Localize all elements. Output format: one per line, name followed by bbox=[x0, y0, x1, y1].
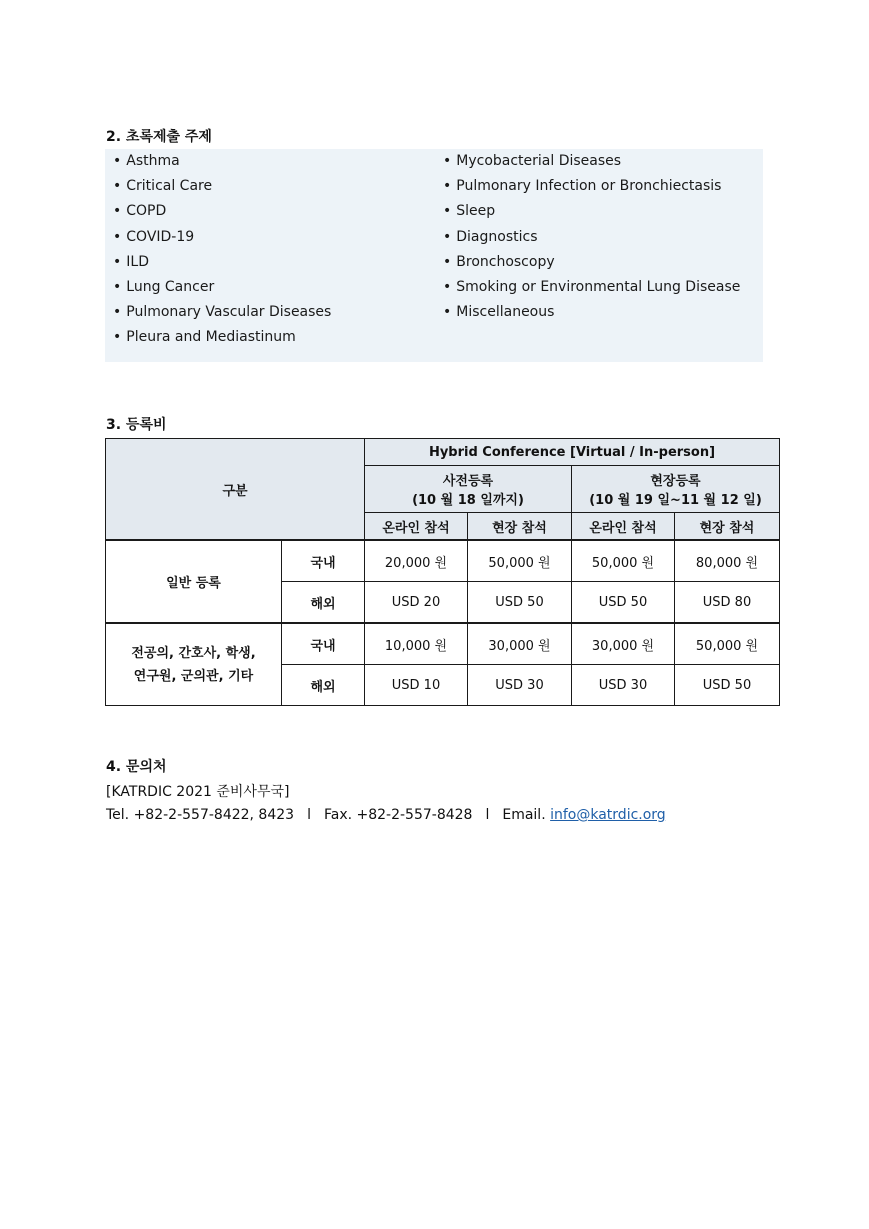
fee-cell: 20,000 원 bbox=[365, 540, 468, 582]
category-header: 구분 bbox=[106, 439, 365, 541]
topic-item: • ILD bbox=[113, 250, 331, 275]
table-row bbox=[106, 540, 780, 582]
topic-item: • Diagnostics bbox=[443, 225, 740, 250]
topic-item: • Mycobacterial Diseases bbox=[443, 149, 740, 174]
region-label: 국내 bbox=[282, 623, 365, 665]
topic-item: • Pulmonary Infection or Bronchiectasis bbox=[443, 174, 740, 199]
topic-item: • COPD bbox=[113, 199, 331, 224]
contact-tel: Tel. +82-2-557-8422, 8423 bbox=[106, 807, 295, 823]
group-label-line: 전공의, 간호사, 학생, bbox=[131, 645, 256, 661]
section-2-heading: 2. 초록제출 주제 bbox=[106, 129, 212, 145]
sub-header-onsite: 현장 참석 bbox=[468, 513, 572, 541]
fee-cell: 30,000 원 bbox=[468, 623, 572, 665]
region-label: 국내 bbox=[282, 540, 365, 582]
fee-cell: 80,000 원 bbox=[675, 540, 780, 582]
fee-cell: USD 30 bbox=[572, 665, 675, 706]
fee-cell: USD 10 bbox=[365, 665, 468, 706]
onsite-registration-title: 현장등록 bbox=[650, 474, 701, 489]
contact-email-link[interactable]: info@katrdic.org bbox=[550, 807, 666, 823]
group-label-line: 일반 등록 bbox=[166, 576, 221, 591]
contact-line bbox=[106, 805, 666, 825]
topic-item: • Lung Cancer bbox=[113, 275, 331, 300]
group-label bbox=[106, 623, 282, 706]
sub-header-online: 온라인 참석 bbox=[572, 513, 675, 541]
topic-item: • Critical Care bbox=[113, 174, 331, 199]
fee-cell: 30,000 원 bbox=[572, 623, 675, 665]
onsite-registration-header bbox=[572, 466, 780, 513]
topic-item: • COVID-19 bbox=[113, 225, 331, 250]
region-label: 해외 bbox=[282, 665, 365, 706]
fee-cell: USD 50 bbox=[468, 582, 572, 624]
table-row bbox=[106, 623, 780, 665]
contact-separator: l bbox=[307, 807, 311, 823]
group-label bbox=[106, 540, 282, 623]
contact-separator: l bbox=[485, 807, 490, 823]
section-3-heading: 3. 등록비 bbox=[106, 417, 167, 433]
topics-box bbox=[105, 149, 763, 362]
region-label: 해외 bbox=[282, 582, 365, 624]
pre-registration-title: 사전등록 bbox=[442, 474, 494, 489]
fee-cell: 50,000 원 bbox=[572, 540, 675, 582]
fee-cell: 50,000 원 bbox=[468, 540, 572, 582]
sub-header-online: 온라인 참석 bbox=[365, 513, 468, 541]
registration-fee-table bbox=[105, 438, 780, 706]
topic-item: • Asthma bbox=[113, 149, 331, 174]
topic-item: • Sleep bbox=[443, 199, 740, 224]
topic-item: • Smoking or Environmental Lung Disease bbox=[443, 275, 740, 300]
topics-list-left bbox=[113, 149, 331, 351]
pre-registration-period: (10 월 18 일까지) bbox=[412, 493, 524, 508]
topics-list-right bbox=[443, 149, 740, 325]
onsite-registration-period: (10 월 19 일~11 월 12 일) bbox=[589, 493, 762, 508]
conference-header: Hybrid Conference [Virtual / In-person] bbox=[365, 439, 780, 466]
topic-item: • Pleura and Mediastinum bbox=[113, 325, 331, 350]
contact-office: [KATRDIC 2021 준비사무국] bbox=[106, 784, 290, 800]
pre-registration-header bbox=[365, 466, 572, 513]
section-4-heading: 4. 문의처 bbox=[106, 759, 167, 775]
fee-cell: USD 20 bbox=[365, 582, 468, 624]
fee-cell: USD 80 bbox=[675, 582, 780, 624]
group-label-line: 연구원, 군의관, 기타 bbox=[133, 668, 254, 684]
contact-email-label: Email. bbox=[502, 807, 546, 823]
fee-cell: 10,000 원 bbox=[365, 623, 468, 665]
fee-cell: USD 50 bbox=[675, 665, 780, 706]
fee-cell: USD 30 bbox=[468, 665, 572, 706]
topic-item: • Bronchoscopy bbox=[443, 250, 740, 275]
topic-item: • Miscellaneous bbox=[443, 300, 740, 325]
sub-header-onsite: 현장 참석 bbox=[675, 513, 780, 541]
fee-cell: USD 50 bbox=[572, 582, 675, 624]
contact-fax: Fax. +82-2-557-8428 bbox=[323, 807, 473, 823]
fee-cell: 50,000 원 bbox=[675, 623, 780, 665]
topic-item: • Pulmonary Vascular Diseases bbox=[113, 300, 331, 325]
